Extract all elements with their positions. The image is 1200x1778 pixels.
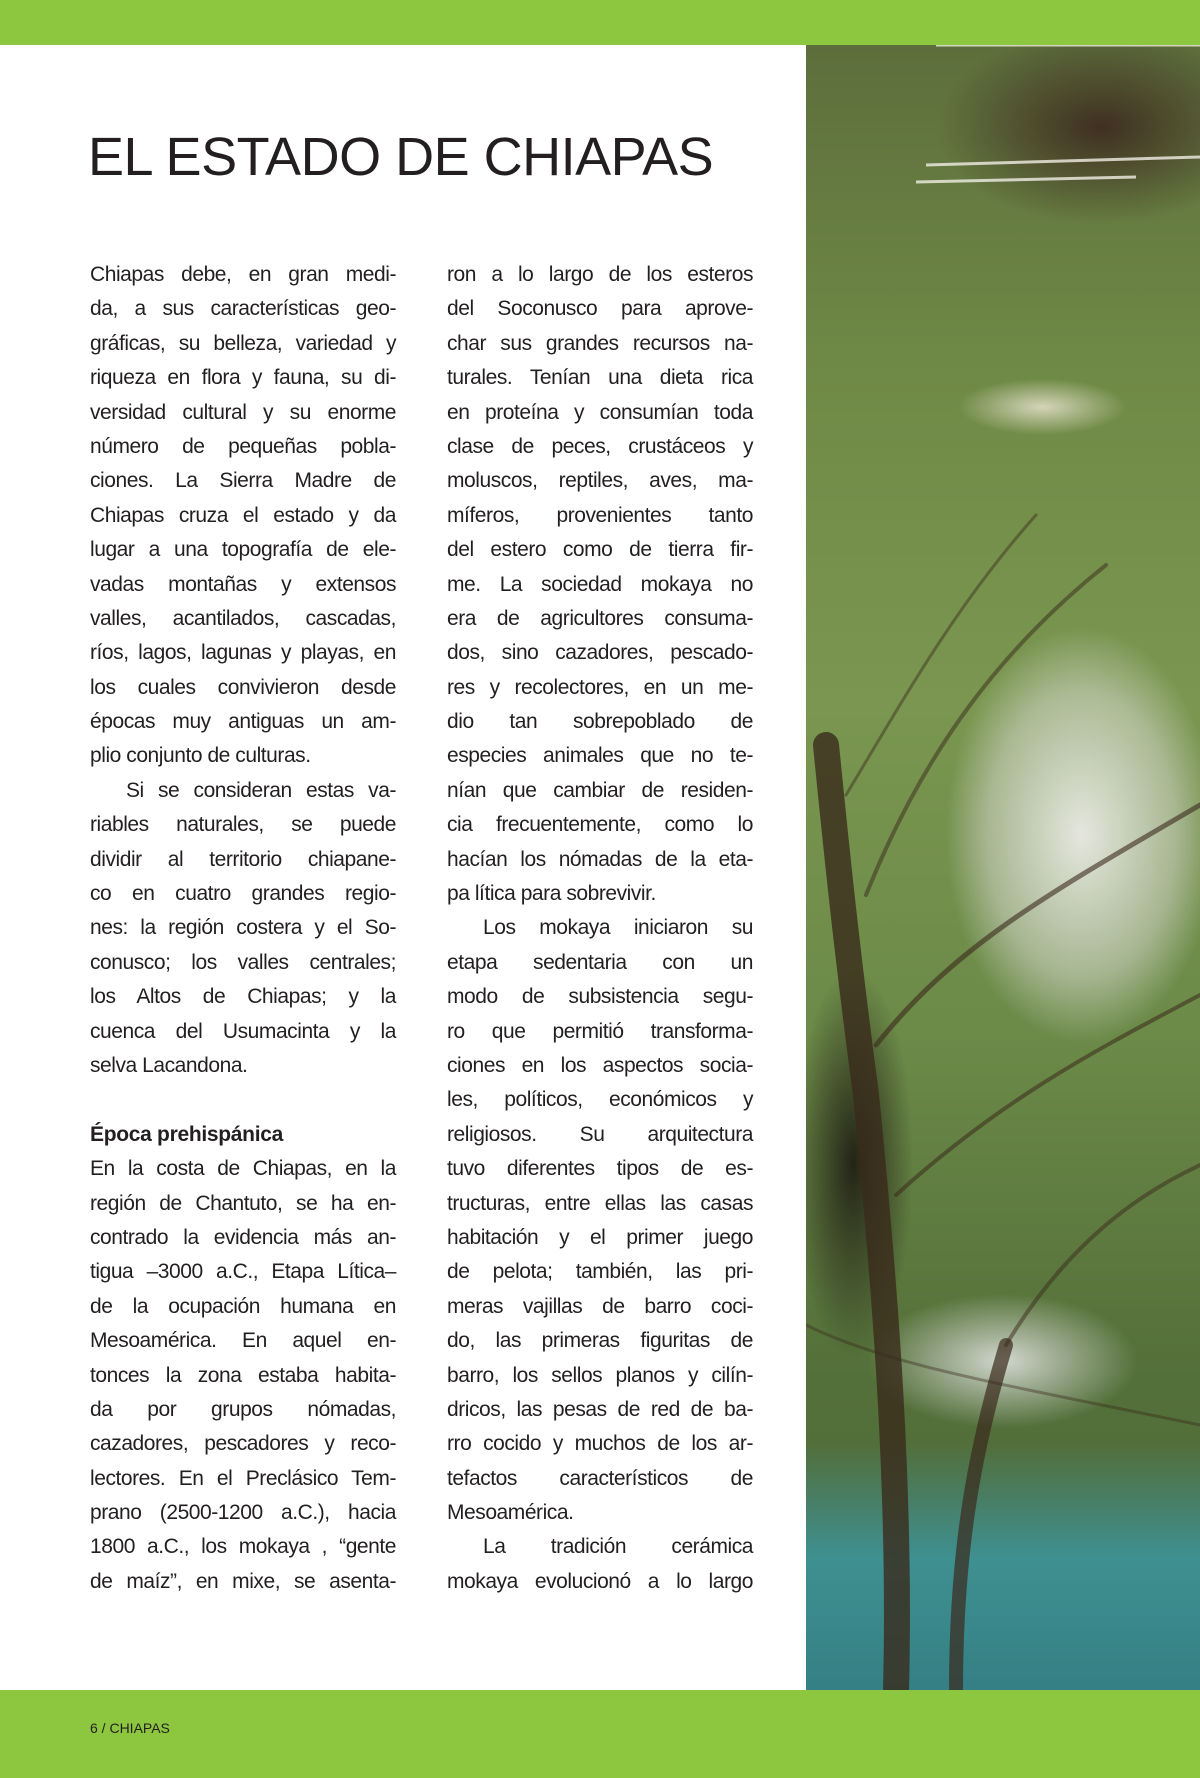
text-column-1 bbox=[90, 258, 396, 1599]
text-line: Mesoamérica. En aquel en- bbox=[90, 1329, 396, 1353]
text-line: de maíz”, en mixe, se asenta- bbox=[90, 1569, 396, 1593]
text-line: ron a lo largo de los esteros bbox=[447, 263, 753, 286]
text-column-2 bbox=[447, 258, 753, 1599]
page-title: EL ESTADO DE CHIAPAS bbox=[88, 127, 714, 187]
text-line: me. La sociedad mokaya no bbox=[447, 572, 753, 596]
text-line: los cuales convivieron desde bbox=[90, 675, 396, 699]
text-line: La tradición cerámica bbox=[483, 1535, 753, 1559]
text-line: modo de subsistencia segu- bbox=[447, 985, 753, 1009]
text-line: en proteína y consumían toda bbox=[447, 400, 753, 424]
text-line: especies animales que no te- bbox=[447, 744, 753, 768]
text-line: míferos, provenientes tanto bbox=[447, 503, 753, 527]
text-line: tigua –3000 a.C., Etapa Lítica– bbox=[90, 1260, 396, 1284]
text-line: lectores. En el Preclásico Tem- bbox=[90, 1466, 396, 1490]
top-color-band bbox=[0, 0, 1200, 45]
text-line: etapa sedentaria con un bbox=[447, 950, 753, 974]
text-line: nían que cambiar de residen- bbox=[447, 778, 753, 802]
text-line: valles, acantilados, cascadas, bbox=[90, 606, 396, 630]
text-line: versidad cultural y su enorme bbox=[90, 400, 396, 424]
text-line: dricos, las pesas de red de ba- bbox=[447, 1397, 753, 1421]
text-line: riqueza en flora y fauna, su di- bbox=[90, 366, 396, 390]
text-line: res y recolectores, en un me- bbox=[447, 675, 753, 699]
text-line: ríos, lagos, lagunas y playas, en bbox=[90, 641, 396, 665]
text-line: meras vajillas de barro coci- bbox=[447, 1294, 753, 1318]
text-line: contrado la evidencia más an- bbox=[90, 1225, 396, 1249]
text-line: conusco; los valles centrales; bbox=[90, 950, 396, 974]
text-line: de pelota; también, las pri- bbox=[447, 1260, 753, 1284]
text-line: pa lítica para sobrevivir. bbox=[447, 882, 656, 906]
text-line: habitación y el primer juego bbox=[447, 1225, 753, 1249]
text-line: del estero como de tierra fir- bbox=[447, 538, 753, 562]
text-line: 1800 a.C., los mokaya , “gente bbox=[90, 1535, 396, 1559]
text-line: tonces la zona estaba habita- bbox=[90, 1363, 396, 1387]
text-line: ciones en los aspectos socia- bbox=[447, 1053, 753, 1077]
text-line: Chiapas debe, en gran medi- bbox=[90, 263, 396, 286]
text-line: rro cocido y muchos de los ar- bbox=[447, 1432, 753, 1456]
text-line: dividir al territorio chiapane- bbox=[90, 847, 396, 871]
text-line: da por grupos nómadas, bbox=[90, 1397, 396, 1421]
text-line: religiosos. Su arquitectura bbox=[447, 1122, 753, 1146]
page-folio: 6 / CHIAPAS bbox=[90, 1720, 170, 1736]
text-line: Chiapas cruza el estado y da bbox=[90, 503, 396, 527]
text-line: era de agricultores consuma- bbox=[447, 606, 753, 630]
text-line: co en cuatro grandes regio- bbox=[90, 882, 396, 906]
text-line: nes: la región costera y el So- bbox=[90, 916, 396, 940]
text-line: cazadores, pescadores y reco- bbox=[90, 1432, 396, 1456]
text-line: Si se consideran estas va- bbox=[126, 778, 396, 802]
text-line: tuvo diferentes tipos de es- bbox=[447, 1157, 753, 1181]
paragraph bbox=[90, 774, 396, 1084]
text-line: char sus grandes recursos na- bbox=[447, 331, 753, 355]
text-line: vadas montañas y extensos bbox=[90, 572, 396, 596]
text-line: dos, sino cazadores, pescado- bbox=[447, 641, 753, 665]
tree-branches-illustration bbox=[806, 45, 1200, 1690]
paragraph bbox=[447, 1530, 753, 1599]
text-line: selva Lacandona. bbox=[90, 1053, 248, 1077]
paragraph bbox=[90, 258, 396, 774]
paragraph bbox=[447, 911, 753, 1530]
text-line: cuenca del Usumacinta y la bbox=[90, 1019, 396, 1043]
text-line: les, políticos, económicos y bbox=[447, 1088, 753, 1112]
text-line: región de Chantuto, se ha en- bbox=[90, 1191, 396, 1215]
text-line: del Soconusco para aprove- bbox=[447, 297, 753, 321]
text-line: ro que permitió transforma- bbox=[447, 1019, 753, 1043]
text-line: turales. Tenían una dieta rica bbox=[447, 366, 753, 390]
text-line: En la costa de Chiapas, en la bbox=[90, 1157, 396, 1181]
tree-waterfall-photo bbox=[806, 45, 1200, 1690]
text-line: cia frecuentemente, como lo bbox=[447, 813, 753, 837]
text-line: riables naturales, se puede bbox=[90, 813, 396, 837]
paragraph bbox=[447, 258, 753, 911]
text-line: número de pequeñas pobla- bbox=[90, 434, 396, 458]
text-line: los Altos de Chiapas; y la bbox=[90, 985, 396, 1009]
text-line: ciones. La Sierra Madre de bbox=[90, 469, 396, 493]
text-line: clase de peces, crustáceos y bbox=[447, 434, 753, 458]
text-line: tefactos característicos de bbox=[447, 1466, 753, 1490]
text-line: lugar a una topografía de ele- bbox=[90, 538, 396, 562]
text-line: dio tan sobrepoblado de bbox=[447, 710, 753, 734]
text-line: tructuras, entre ellas las casas bbox=[447, 1191, 753, 1215]
text-line: Mesoamérica. bbox=[447, 1501, 574, 1525]
text-line: gráficas, su belleza, variedad y bbox=[90, 331, 396, 355]
text-line: plio conjunto de culturas. bbox=[90, 744, 311, 768]
text-line: hacían los nómadas de la eta- bbox=[447, 847, 753, 871]
text-line: épocas muy antiguas un am- bbox=[90, 710, 396, 734]
text-line: barro, los sellos planos y cilín- bbox=[447, 1363, 753, 1387]
text-line: da, a sus características geo- bbox=[90, 297, 396, 321]
text-line: mokaya evolucionó a lo largo bbox=[447, 1569, 753, 1593]
text-line: moluscos, reptiles, aves, ma- bbox=[447, 469, 753, 493]
text-line: de la ocupación humana en bbox=[90, 1294, 396, 1318]
paragraph bbox=[90, 1152, 396, 1599]
text-line: do, las primeras figuritas de bbox=[447, 1329, 753, 1353]
text-line: Los mokaya iniciaron su bbox=[483, 916, 753, 940]
text-line: prano (2500-1200 a.C.), hacia bbox=[90, 1501, 396, 1525]
section-heading: Época prehispánica bbox=[90, 1122, 284, 1146]
bottom-color-band bbox=[0, 1690, 1200, 1778]
